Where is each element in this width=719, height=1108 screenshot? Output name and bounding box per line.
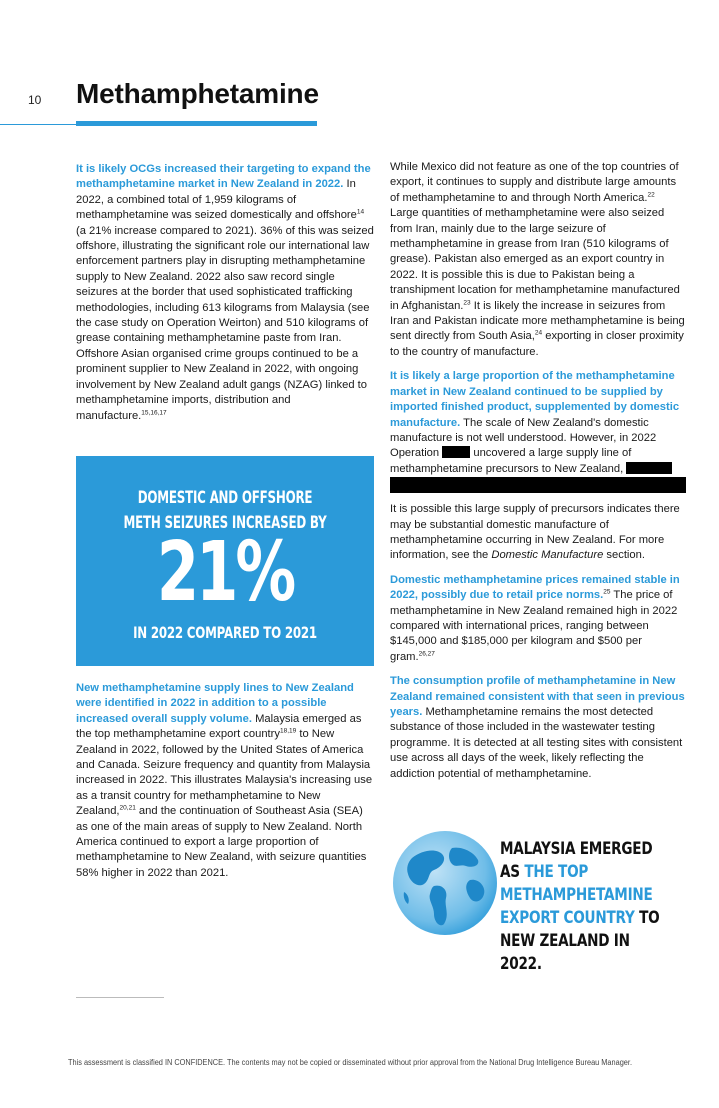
paragraph-lead: Domestic methamphetamine prices remained stable in 2022, possibly due to retail price norms.: [390, 573, 680, 602]
paragraph-text: It is possible this large supply of precursors indicates there may be substantial domestic manufacture of methamphetamine occurring in New Zealand. For more information, see the: [390, 503, 680, 562]
paragraph-supply-lines: [76, 681, 376, 881]
paragraph-text: uncovered a large supply line of methamphetamine precursors to New Zealand,: [390, 447, 632, 475]
paragraph-text: While Mexico did not feature as one of the top countries of export, it continues to supply and distribute large amounts of methamphetamine to and through North America.: [390, 161, 679, 204]
footnote-ref: 24: [534, 329, 543, 337]
footnote-ref: 23: [463, 298, 471, 306]
paragraph-precursors: [390, 502, 686, 564]
paragraph-prices: [390, 573, 686, 665]
classification-footer: This assessment is classified IN CONFIDENCE. The contents may not be copied or disseminated without prior approval from the National Drug Intelligence Bureau Manager.: [68, 1058, 632, 1067]
footnote-ref: 18,19: [279, 727, 297, 735]
footnote-ref: 26,27: [418, 650, 435, 658]
page-title: Methamphetamine: [76, 78, 319, 109]
paragraph-mexico-iran-pakistan: [390, 160, 686, 360]
footnote-rule: [76, 997, 164, 998]
redaction-block: [390, 477, 686, 493]
globe-callout-part3: TO NEW ZEALAND IN 2022.: [500, 908, 660, 974]
paragraph-lead: It is likely OCGs increased their targeting to expand the methamphetamine market in New Zealand in 2022.: [76, 163, 371, 191]
paragraph-text: Methamphetamine remains the most detected substance of those included in the wastewater testing programme. It is detected at all testing sites with consistent use across all days of the week, likely reflecting the addiction potential of methamphetamine.: [390, 706, 683, 780]
left-column-top: [76, 162, 376, 433]
paragraph-text: Large quantities of methamphetamine were also seized from Iran, mainly due to the large seizure of methamphetamine in grease from Iran (510 kilograms of grease). Pakistan also emerged as an export country in 2022. It is possible this is due to Pakistan being a transhipment location for methamphetamine manufactured in Afghanistan.: [390, 207, 680, 312]
paragraph-text: It is likely the increase in seizures from Iran and Pakistan indicate more methamphetamine is being sent directly from South Asia,: [390, 299, 685, 343]
paragraph-text: exporting in closer proximity to the country of manufacture.: [390, 330, 684, 358]
paragraph-text: and the continuation of Southeast Asia (SEA) as one of the main areas of supply to New Zealand. North America continued to export a large proportion of methamphetamine to New Zealand, with seizure quantities 58% higher in 2022 than 2021.: [76, 805, 367, 879]
paragraph-lead: It is likely a large proportion of the methamphetamine market in New Zealand continued to be supplied by imported finished product, supplemented by domestic manufacture.: [390, 370, 680, 429]
paragraph-domestic-manufacture: [390, 369, 686, 477]
footnote-ref: 14: [356, 208, 365, 216]
globe-callout-part1: MALAYSIA EMERGED AS: [500, 839, 653, 882]
paragraph-text: The scale of New Zealand's domestic manufacture is not well understood. However, in 2022 Operation: [390, 416, 657, 460]
paragraph-lead: New methamphetamine supply lines to New Zealand were identified in 2022 in addition to a possible increased overall supply volume.: [76, 682, 354, 725]
stat-callout-top: DOMESTIC AND OFFSHORE METH SEIZURES INCREASED BY: [123, 488, 327, 532]
paragraph-lead: The consumption profile of methamphetamine in New Zealand remained consistent with that seen in previous years.: [390, 675, 685, 718]
paragraph-text: Malaysia emerged as the top methamphetamine export country: [76, 712, 362, 741]
stat-callout-value: 21%: [156, 525, 294, 620]
paragraph-text: to New Zealand in 2022, followed by the United States of America and Canada. Seizure frequency and quantity from Malaysia increased in 2022. This illustrates Malaysia's increasing use as a transit country for methamphetamine to New Zealand,: [76, 728, 373, 818]
globe-callout-highlight: THE TOP METHAMPHETAMINE EXPORT COUNTRY: [500, 862, 653, 928]
page-number: 10: [28, 93, 42, 107]
redaction-operation-name: [442, 446, 470, 458]
paragraph-text: The price of methamphetamine in New Zealand remained high in 2022 compared with international prices, ranging between $145,000 and $185,000 per kilogram and $500 per gram.: [390, 589, 678, 663]
footnote-ref: 25: [603, 588, 611, 596]
globe-callout-text: [500, 838, 668, 976]
footnote-ref: 20,21: [119, 804, 136, 812]
stat-callout-bottom: IN 2022 COMPARED TO 2021: [133, 623, 317, 642]
title-rule-thin: [0, 124, 76, 125]
title-rule-thick: [76, 121, 317, 126]
footnote-ref: 22: [647, 191, 655, 199]
redaction-inline: [626, 462, 672, 474]
paragraph-consumption: [390, 674, 686, 782]
paragraph-ocg-targeting: [76, 162, 376, 424]
globe-icon: [390, 828, 500, 938]
section-reference: Domestic Manufacture: [491, 549, 604, 562]
left-column-bottom: [76, 681, 376, 890]
stat-callout-box: [76, 456, 374, 666]
paragraph-text: section.: [603, 549, 645, 562]
footnote-ref: 15,16,17: [141, 408, 167, 416]
paragraph-text: In 2022, a combined total of 1,959 kilograms of methamphetamine was seized domestically and offshore: [76, 178, 357, 222]
right-column: [390, 160, 686, 791]
paragraph-text: (a 21% increase compared to 2021). 36% of this was seized offshore, illustrating the significant role our international law enforcement partners play in disrupting methamphetamine supply to New Zealand. 2022 also saw record single seizures at the border that used sophisticated trafficking methodologies, including 613 kilograms from Malaysia (see the case study on Operation Weirton) and 510 kilograms of grease containing methamphetamine paste from Iran. Offshore Asian organised crime groups continued to be a prominent supplier to New Zealand in 2022, with ongoing involvement by New Zealand adult gangs (NZAG) linked to methamphetamine imports, distribution and manufacture.: [76, 224, 374, 422]
